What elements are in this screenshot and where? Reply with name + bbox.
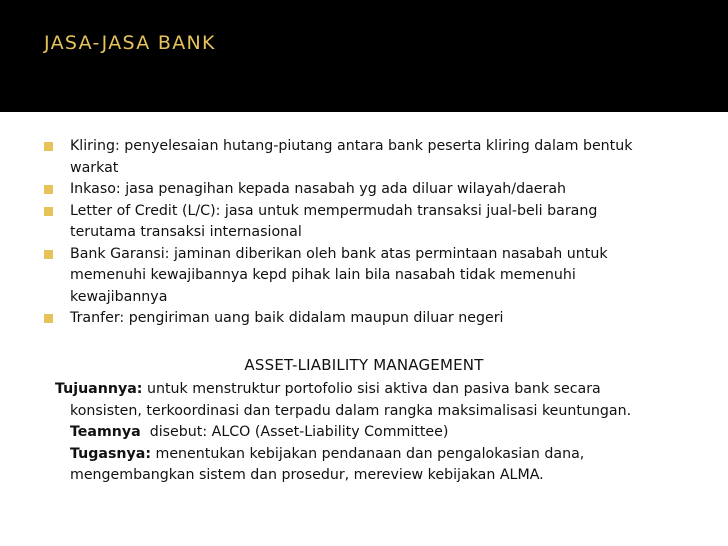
alm-heading: ASSET-LIABILITY MANAGEMENT — [244, 356, 484, 374]
square-bullet-icon — [44, 314, 53, 323]
bullet-line: kewajibannya — [70, 288, 168, 305]
bullet-line: terutama transaksi internasional — [70, 224, 302, 240]
bullet-line: Kliring: penyelesaian hutang-piutang antara bank peserta kliring dalam bentuk — [70, 138, 633, 154]
bullet-line: warkat — [70, 159, 119, 176]
alm-body — [55, 379, 695, 487]
square-bullet-icon — [44, 250, 53, 259]
team-label: Teamnya — [70, 424, 141, 440]
bullet-item-bank-garansi — [44, 244, 684, 309]
bullet-item-letter-of-credit — [44, 201, 684, 244]
tugas-label: Tugasnya: — [70, 445, 151, 462]
team-paragraph — [55, 422, 695, 444]
tujuan-text-cont: konsisten, terkoordinasi dan terpadu dalam rangka maksimalisasi keuntungan. — [70, 402, 632, 419]
square-bullet-icon — [44, 207, 53, 216]
title-band — [0, 0, 728, 112]
slide-title: JASA-JASA BANK — [44, 32, 216, 54]
bullet-list — [44, 136, 684, 330]
tujuan-label: Tujuannya: — [55, 381, 143, 397]
tujuan-paragraph — [55, 379, 695, 422]
bullet-item-kliring — [44, 136, 684, 179]
team-text: disebut: ALCO (Asset-Liability Committee) — [140, 424, 449, 440]
bullet-line: Inkaso: jasa penagihan kepada nasabah yg ada diluar wilayah/daerah — [70, 181, 567, 197]
bullet-line: memenuhi kewajibannya kepd pihak lain bila nasabah tidak memenuhi — [70, 267, 576, 283]
square-bullet-icon — [44, 142, 53, 151]
tugas-paragraph — [55, 444, 695, 487]
bullet-line: Letter of Credit (L/C): jasa untuk mempermudah transaksi jual-beli barang — [70, 202, 598, 219]
bullet-item-tranfer — [44, 308, 684, 330]
bullet-item-inkaso — [44, 179, 684, 201]
tugas-text-cont: mengembangkan sistem dan prosedur, mereview kebijakan ALMA. — [70, 467, 544, 483]
tujuan-text: untuk menstruktur portofolio sisi aktiva dan pasiva bank secara — [142, 381, 601, 397]
tugas-text: menentukan kebijakan pendanaan dan pengalokasian dana, — [151, 445, 585, 462]
bullet-line: Tranfer: pengiriman uang baik didalam maupun diluar negeri — [70, 310, 504, 326]
bullet-line: Bank Garansi: jaminan diberikan oleh bank atas permintaan nasabah untuk — [70, 245, 608, 262]
square-bullet-icon — [44, 185, 53, 194]
